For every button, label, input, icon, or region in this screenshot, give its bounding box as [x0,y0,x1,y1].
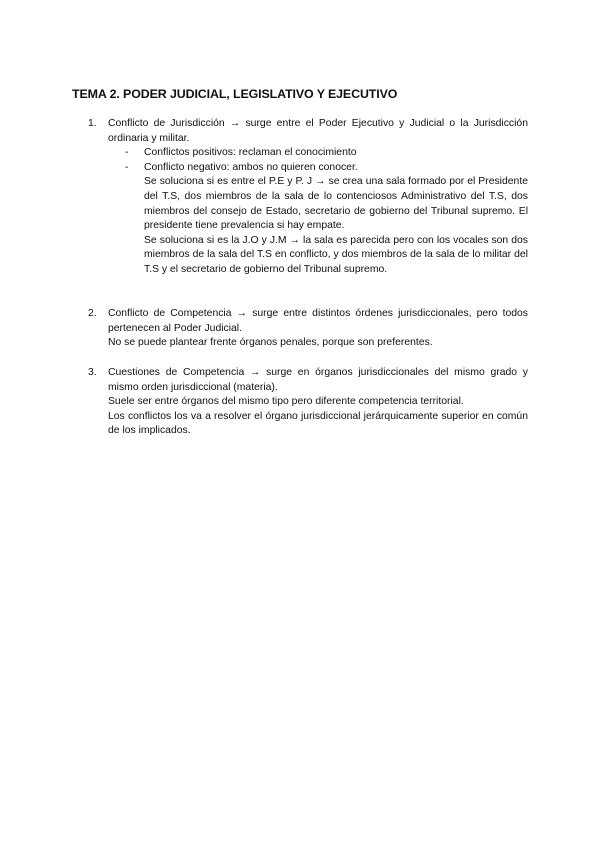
dash-bullet: - [125,161,129,173]
section-number: 3. [88,367,97,378]
section-heading: Cuestiones de Competencia → surge en órganos jurisdiccionales del mismo grado y mismo orden jurisdiccional (materia). [108,367,528,393]
bullet-list [108,146,528,175]
note-paragraph: Suele ser entre órganos del mismo tipo pero diferente competencia territorial. [108,396,464,408]
bullet-text: Conflictos positivos: reclaman el conocimiento [144,147,357,159]
note-paragraph: Se soluciona si es la J.O y J.M → la sala es parecida pero con los vocales son dos miembros de la sala del T.S en conflicto, y dos miembros de la sala de lo militar del T.S y el secretario de gobierno del Tribunal supremo. [144,234,528,275]
section-number: 1. [88,118,97,129]
note-paragraph: Se soluciona si es entre el P.E y P. J → se crea una sala formado por el Presidente del T.S, dos miembros de la sala de lo contenciosos Administrativo del T.S, dos miembros del consejo de Estado, secretario de gobierno del Tribunal supremo. El presidente tiene prevalencia si hay empate. [144,176,528,232]
section-1 [88,117,528,278]
section-2 [88,307,528,351]
note-paragraph: Los conflictos los va a resolver el órgano jurisdiccional jerárquicamente superior en común de los implicados. [108,410,528,437]
dash-bullet: - [125,147,129,159]
page-title: TEMA 2. PODER JUDICIAL, LEGISLATIVO Y EJECUTIVO [72,87,398,101]
list-item [108,161,528,176]
section-number: 2. [88,308,97,319]
section-3 [88,366,528,439]
section-heading: Conflicto de Competencia → surge entre distintos órdenes jurisdiccionales, pero todos pertenecen al Poder Judicial. [108,308,528,334]
bullet-text: Conflicto negativo: ambos no quieren conocer. [144,161,358,173]
section-heading: Conflicto de Jurisdicción → surge entre el Poder Ejecutivo y Judicial o la Jurisdicción ordinaria y militar. [108,118,528,144]
list-item [108,146,528,161]
note-paragraph: No se puede plantear frente órganos penales, porque son preferentes. [108,337,433,349]
